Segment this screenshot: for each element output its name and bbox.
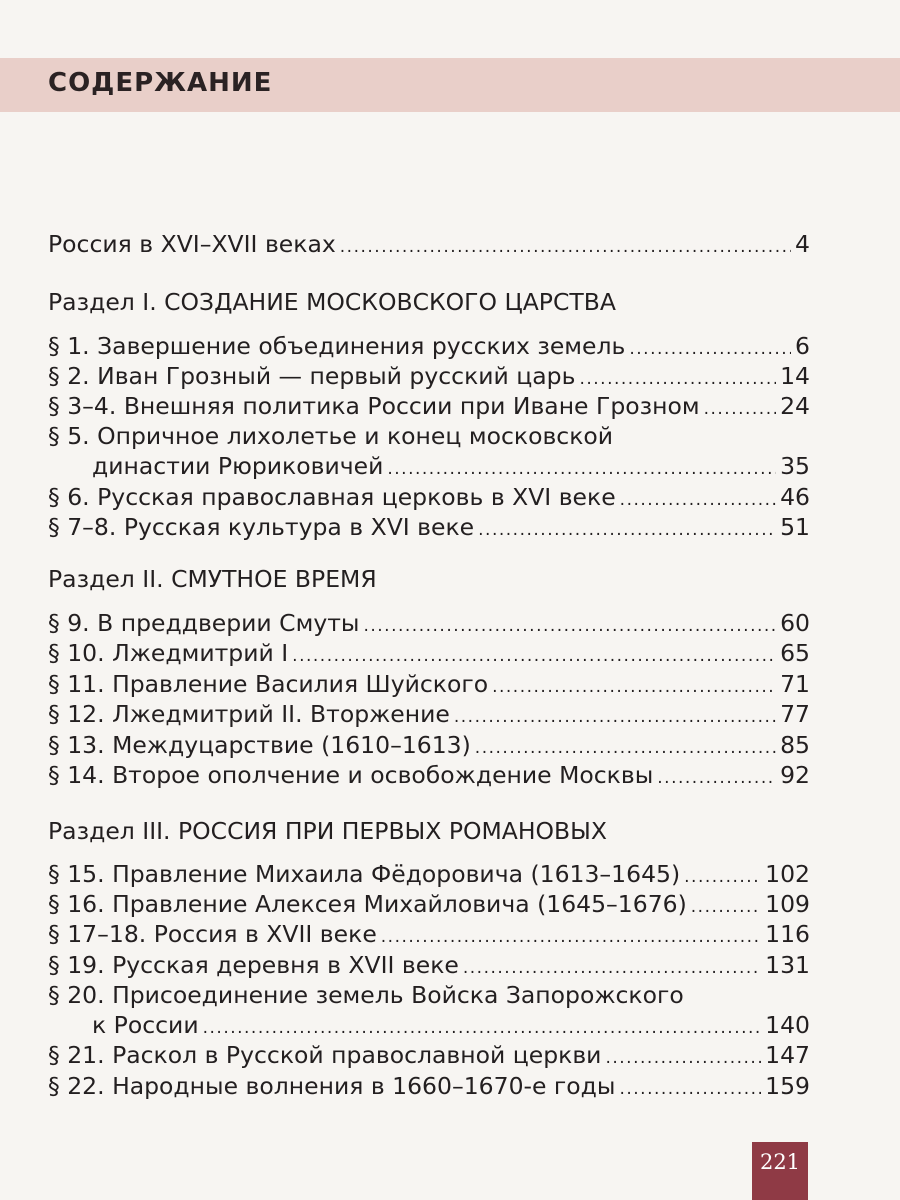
- toc-entry-title: § 20. Присоединение земель Войска Запорожского: [48, 981, 684, 1009]
- toc-entry-intro[interactable]: [48, 228, 810, 263]
- toc-entry-page: 102: [765, 860, 810, 888]
- toc-entry-title: § 3–4. Внешняя политика России при Иване Грозном: [48, 392, 700, 420]
- toc-entry[interactable]: [48, 637, 810, 672]
- toc-entry-page: 131: [765, 951, 810, 979]
- page-title: СОДЕРЖАНИЕ: [48, 68, 273, 98]
- toc-entry-title: § 19. Русская деревня в XVII веке: [48, 951, 459, 979]
- toc-entry-page: 24: [780, 392, 810, 420]
- toc-entry-continuation: к России: [92, 1011, 199, 1039]
- section-heading-3: Раздел III. РОССИЯ ПРИ ПЕРВЫХ РОМАНОВЫХ: [48, 817, 608, 845]
- toc-entry-page: 147: [765, 1041, 810, 1069]
- toc-entry-page: 51: [780, 513, 810, 541]
- toc-entry-page: 77: [780, 700, 810, 728]
- toc-entry-page: 46: [780, 483, 810, 511]
- toc-entry-title: § 6. Русская православная церковь в XVI веке: [48, 483, 616, 511]
- toc-entry-title: § 17–18. Россия в XVII веке: [48, 920, 377, 948]
- toc-entry-page: 4: [795, 230, 810, 258]
- toc-entry[interactable]: [48, 1039, 810, 1074]
- toc-entry-page: 65: [780, 639, 810, 667]
- leader-dots: [478, 514, 776, 546]
- toc-entry-title: § 10. Лжедмитрий I: [48, 639, 289, 667]
- toc-entry-title: § 9. В преддверии Смуты: [48, 609, 360, 637]
- toc-entry-continuation: династии Рюриковичей: [92, 452, 384, 480]
- toc-entry-title: § 22. Народные волнения в 1660–1670-е годы: [48, 1072, 616, 1100]
- toc-entry-page: 116: [765, 920, 810, 948]
- toc-entry-title: § 11. Правление Василия Шуйского: [48, 670, 489, 698]
- toc-entry-title: § 16. Правление Алексея Михайловича (1645–1676): [48, 890, 687, 918]
- leader-dots: [340, 231, 791, 263]
- page-number-tab: [752, 1142, 808, 1200]
- toc-entry-page: 109: [765, 890, 810, 918]
- toc-entry-page: 35: [780, 452, 810, 480]
- toc-entry[interactable]: [48, 918, 810, 953]
- leader-dots: [704, 393, 777, 425]
- toc-entry[interactable]: [48, 511, 810, 546]
- toc-entry-page: 60: [780, 609, 810, 637]
- toc-entry[interactable]: [48, 1070, 810, 1105]
- leader-dots: [657, 762, 776, 794]
- toc-entry-page: 92: [780, 761, 810, 789]
- toc-entry-page: 85: [780, 731, 810, 759]
- toc-entry[interactable]: [92, 450, 810, 485]
- toc-entry-page: 71: [780, 670, 810, 698]
- section-heading-2: Раздел II. СМУТНОЕ ВРЕМЯ: [48, 565, 377, 593]
- toc-entry-page: 140: [765, 1011, 810, 1039]
- toc-entry-page: 14: [780, 362, 810, 390]
- toc-entry-title: § 15. Правление Михаила Фёдоровича (1613–1645): [48, 860, 681, 888]
- toc-entry-title: § 14. Второе ополчение и освобождение Москвы: [48, 761, 654, 789]
- toc-entry-title: § 5. Опричное лихолетье и конец московской: [48, 422, 614, 450]
- toc-entry[interactable]: [48, 759, 810, 794]
- toc-entry[interactable]: [48, 698, 810, 733]
- toc-entry-title: § 21. Раскол в Русской православной церкви: [48, 1041, 602, 1069]
- toc-entry-title: § 2. Иван Грозный — первый русский царь: [48, 362, 576, 390]
- toc-entry-title: § 12. Лжедмитрий II. Вторжение: [48, 700, 450, 728]
- toc-entry-page: 6: [795, 332, 810, 360]
- toc-entry-title: Россия в XVI–XVII веках: [48, 230, 336, 258]
- toc-entry-page: 159: [765, 1072, 810, 1100]
- toc-entry-title: § 13. Междуцарствие (1610–1613): [48, 731, 471, 759]
- leader-dots: [619, 1073, 761, 1105]
- toc-entry-title: § 1. Завершение объединения русских земель: [48, 332, 626, 360]
- toc-entry-title: § 7–8. Русская культура в XVI веке: [48, 513, 475, 541]
- section-heading-1: Раздел I. СОЗДАНИЕ МОСКОВСКОГО ЦАРСТВА: [48, 288, 616, 316]
- page-number: 221: [759, 1150, 801, 1174]
